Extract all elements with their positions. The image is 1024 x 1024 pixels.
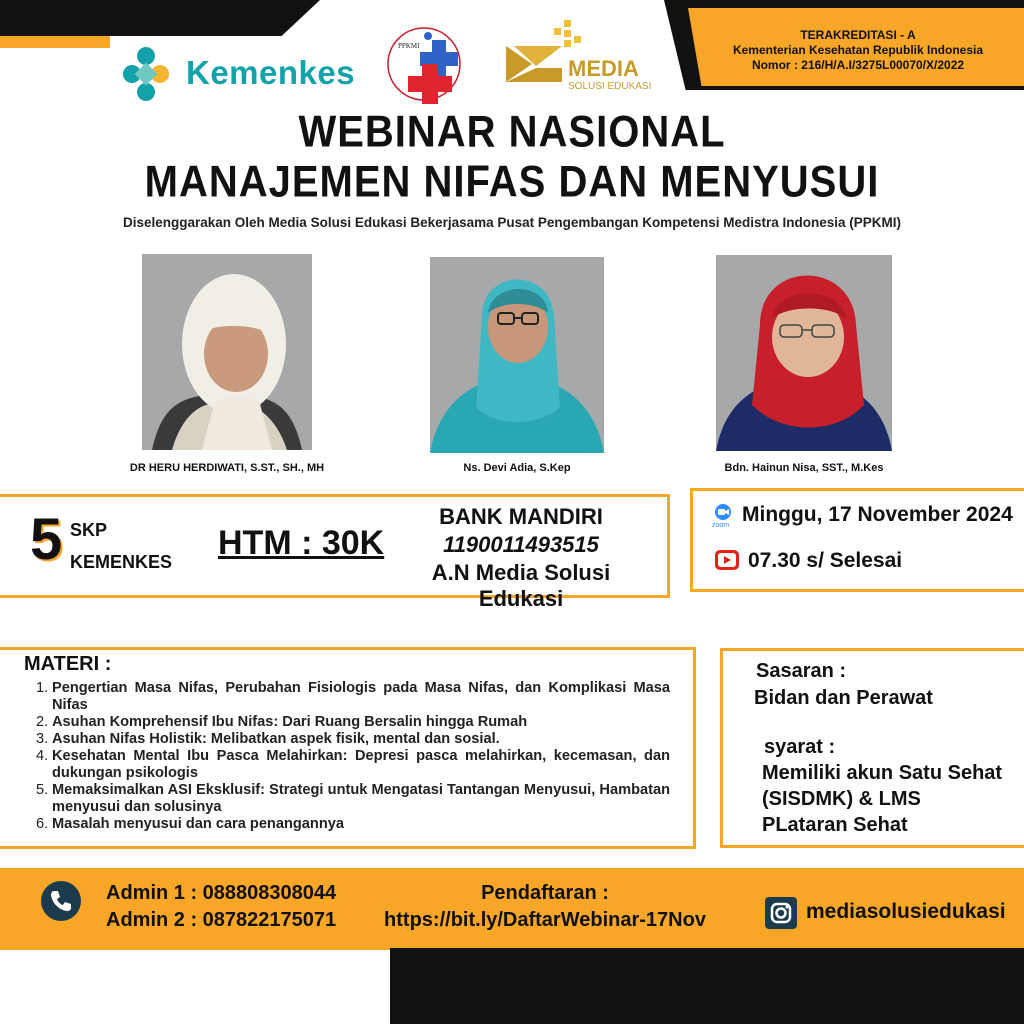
event-time: 07.30 s/ Selesai: [748, 549, 903, 572]
speaker-avatar-2-icon: [430, 257, 604, 453]
skp-number: 5: [30, 507, 63, 572]
corner-decoration-top-left: [0, 0, 320, 36]
bank-account-holder: A.N Media Solusi Edukasi: [431, 560, 611, 611]
speaker-name-3: Bdn. Hainun Nisa, SST., M.Kes: [724, 462, 884, 474]
footer-decoration: [390, 948, 1024, 1024]
zoom-icon: [710, 504, 736, 528]
accreditation-line1: TERAKREDITASI - A: [800, 28, 916, 42]
media-logo-title: MEDIA: [568, 56, 639, 81]
speaker-photo-2: [430, 257, 604, 453]
speaker-avatar-1-icon: [142, 254, 312, 450]
materi-item-6: Masalah menyusui dan cara penangannya: [52, 816, 344, 832]
youtube-icon: [714, 548, 740, 572]
list-item: 1. Pengertian Masa Nifas, Perubahan Fisiologis pada Masa Nifas, dan Komplikasi Masa Nifas: [36, 680, 670, 713]
list-item: 2. Asuhan Komprehensif Ibu Nifas: Dari Ruang Bersalin hingga Rumah: [36, 714, 670, 731]
registration-label: Pendaftaran :: [481, 882, 609, 904]
htm-price: HTM : 30K: [218, 524, 385, 562]
speaker-name-1: DR HERU HERDIWATI, S.ST., SH., MH: [129, 462, 325, 474]
page-title-line1: WEBINAR NASIONAL: [298, 107, 726, 157]
bank-account-number: 1190011493515: [443, 532, 599, 557]
speaker-avatar-3-icon: [716, 255, 892, 451]
organizer-subtitle: Diselenggarakan Oleh Media Solusi Edukasi Bekerjasama Pusat Pengembangan Kompetensi Medistra Indonesia (PPKMI): [123, 215, 901, 230]
ppkmi-logo-label: PPKMI: [398, 42, 420, 50]
materi-item-5: Memaksimalkan ASI Eksklusif: Strategi untuk Mengatasi Tantangan Menyusui, Hambatan menyusui dan solusinya: [52, 782, 670, 815]
syarat-label: syarat :: [764, 736, 836, 758]
list-item: 6. Masalah menyusui dan cara penangannya: [36, 816, 670, 833]
list-item: 4. Kesehatan Mental Ibu Pasca Melahirkan: Depresi pasca melahirkan, kecemasan, dan dukungan psikologis: [36, 748, 670, 781]
page-title-line2: MANAJEMEN NIFAS DAN MENYUSUI: [144, 157, 880, 207]
accreditation-line3: Nomor : 216/H/A.I/3275L00070/X/2022: [751, 58, 965, 72]
speaker-photo-3: [716, 255, 892, 451]
list-item: 3. Asuhan Nifas Holistik: Melibatkan aspek fisik, mental dan sosial.: [36, 731, 670, 748]
admin-2-contact[interactable]: Admin 2 : 087822175071: [106, 909, 337, 931]
media-logo-subtitle: SOLUSI EDUKASI: [568, 81, 652, 92]
registration-link[interactable]: https://bit.ly/DaftarWebinar-17Nov: [384, 909, 706, 931]
sasaran-value: Bidan dan Perawat: [754, 687, 933, 709]
materi-title: MATERI :: [24, 653, 112, 675]
media-solusi-logo-icon: [506, 16, 658, 96]
ppkmi-logo-icon: [386, 24, 486, 106]
materi-item-4: Kesehatan Mental Ibu Pasca Melahirkan: Depresi pasca melahirkan, kecemasan, dan dukungan psikologis: [52, 748, 670, 781]
speaker-photo-1: [142, 254, 312, 450]
skp-label: [70, 514, 172, 578]
materi-list: [36, 680, 670, 833]
event-date: Minggu, 17 November 2024: [742, 503, 1013, 526]
sasaran-label: Sasaran :: [756, 660, 847, 682]
speaker-name-2: Ns. Devi Adia, S.Kep: [463, 462, 571, 474]
admin-1-contact[interactable]: Admin 1 : 088808308044: [106, 882, 337, 904]
phone-icon: [40, 880, 82, 922]
instagram-icon: [764, 896, 798, 930]
admin-contacts: [106, 880, 336, 934]
skp-label-line1: SKP: [70, 520, 108, 540]
kemenkes-logo-text: Kemenkes: [186, 54, 356, 91]
registration-info: [380, 880, 710, 934]
skp-label-line2: KEMENKES: [70, 552, 173, 572]
materi-item-2: Asuhan Komprehensif Ibu Nifas: Dari Ruang Bersalin hingga Rumah: [52, 714, 528, 730]
bank-info: [396, 504, 646, 612]
materi-item-3: Asuhan Nifas Holistik: Melibatkan aspek fisik, mental dan sosial.: [52, 731, 500, 747]
accreditation-line2: Kementerian Kesehatan Republik Indonesia: [732, 43, 984, 57]
zoom-label: zoom: [712, 522, 730, 528]
accreditation-text: [700, 28, 1016, 73]
corner-accent-top-left: [0, 36, 110, 48]
bank-name: BANK MANDIRI: [439, 504, 603, 529]
syarat-value: Memiliki akun Satu Sehat (SISDMK) & LMS PLataran Sehat: [762, 762, 1003, 836]
instagram-handle[interactable]: mediasolusiedukasi: [806, 900, 1006, 923]
materi-item-1: Pengertian Masa Nifas, Perubahan Fisiologis pada Masa Nifas, dan Komplikasi Masa Nifas: [52, 680, 670, 713]
list-item: 5. Memaksimalkan ASI Eksklusif: Strategi untuk Mengatasi Tantangan Menyusui, Hambatan menyusui dan solusinya: [36, 782, 670, 815]
kemenkes-logo-icon: [122, 46, 170, 102]
